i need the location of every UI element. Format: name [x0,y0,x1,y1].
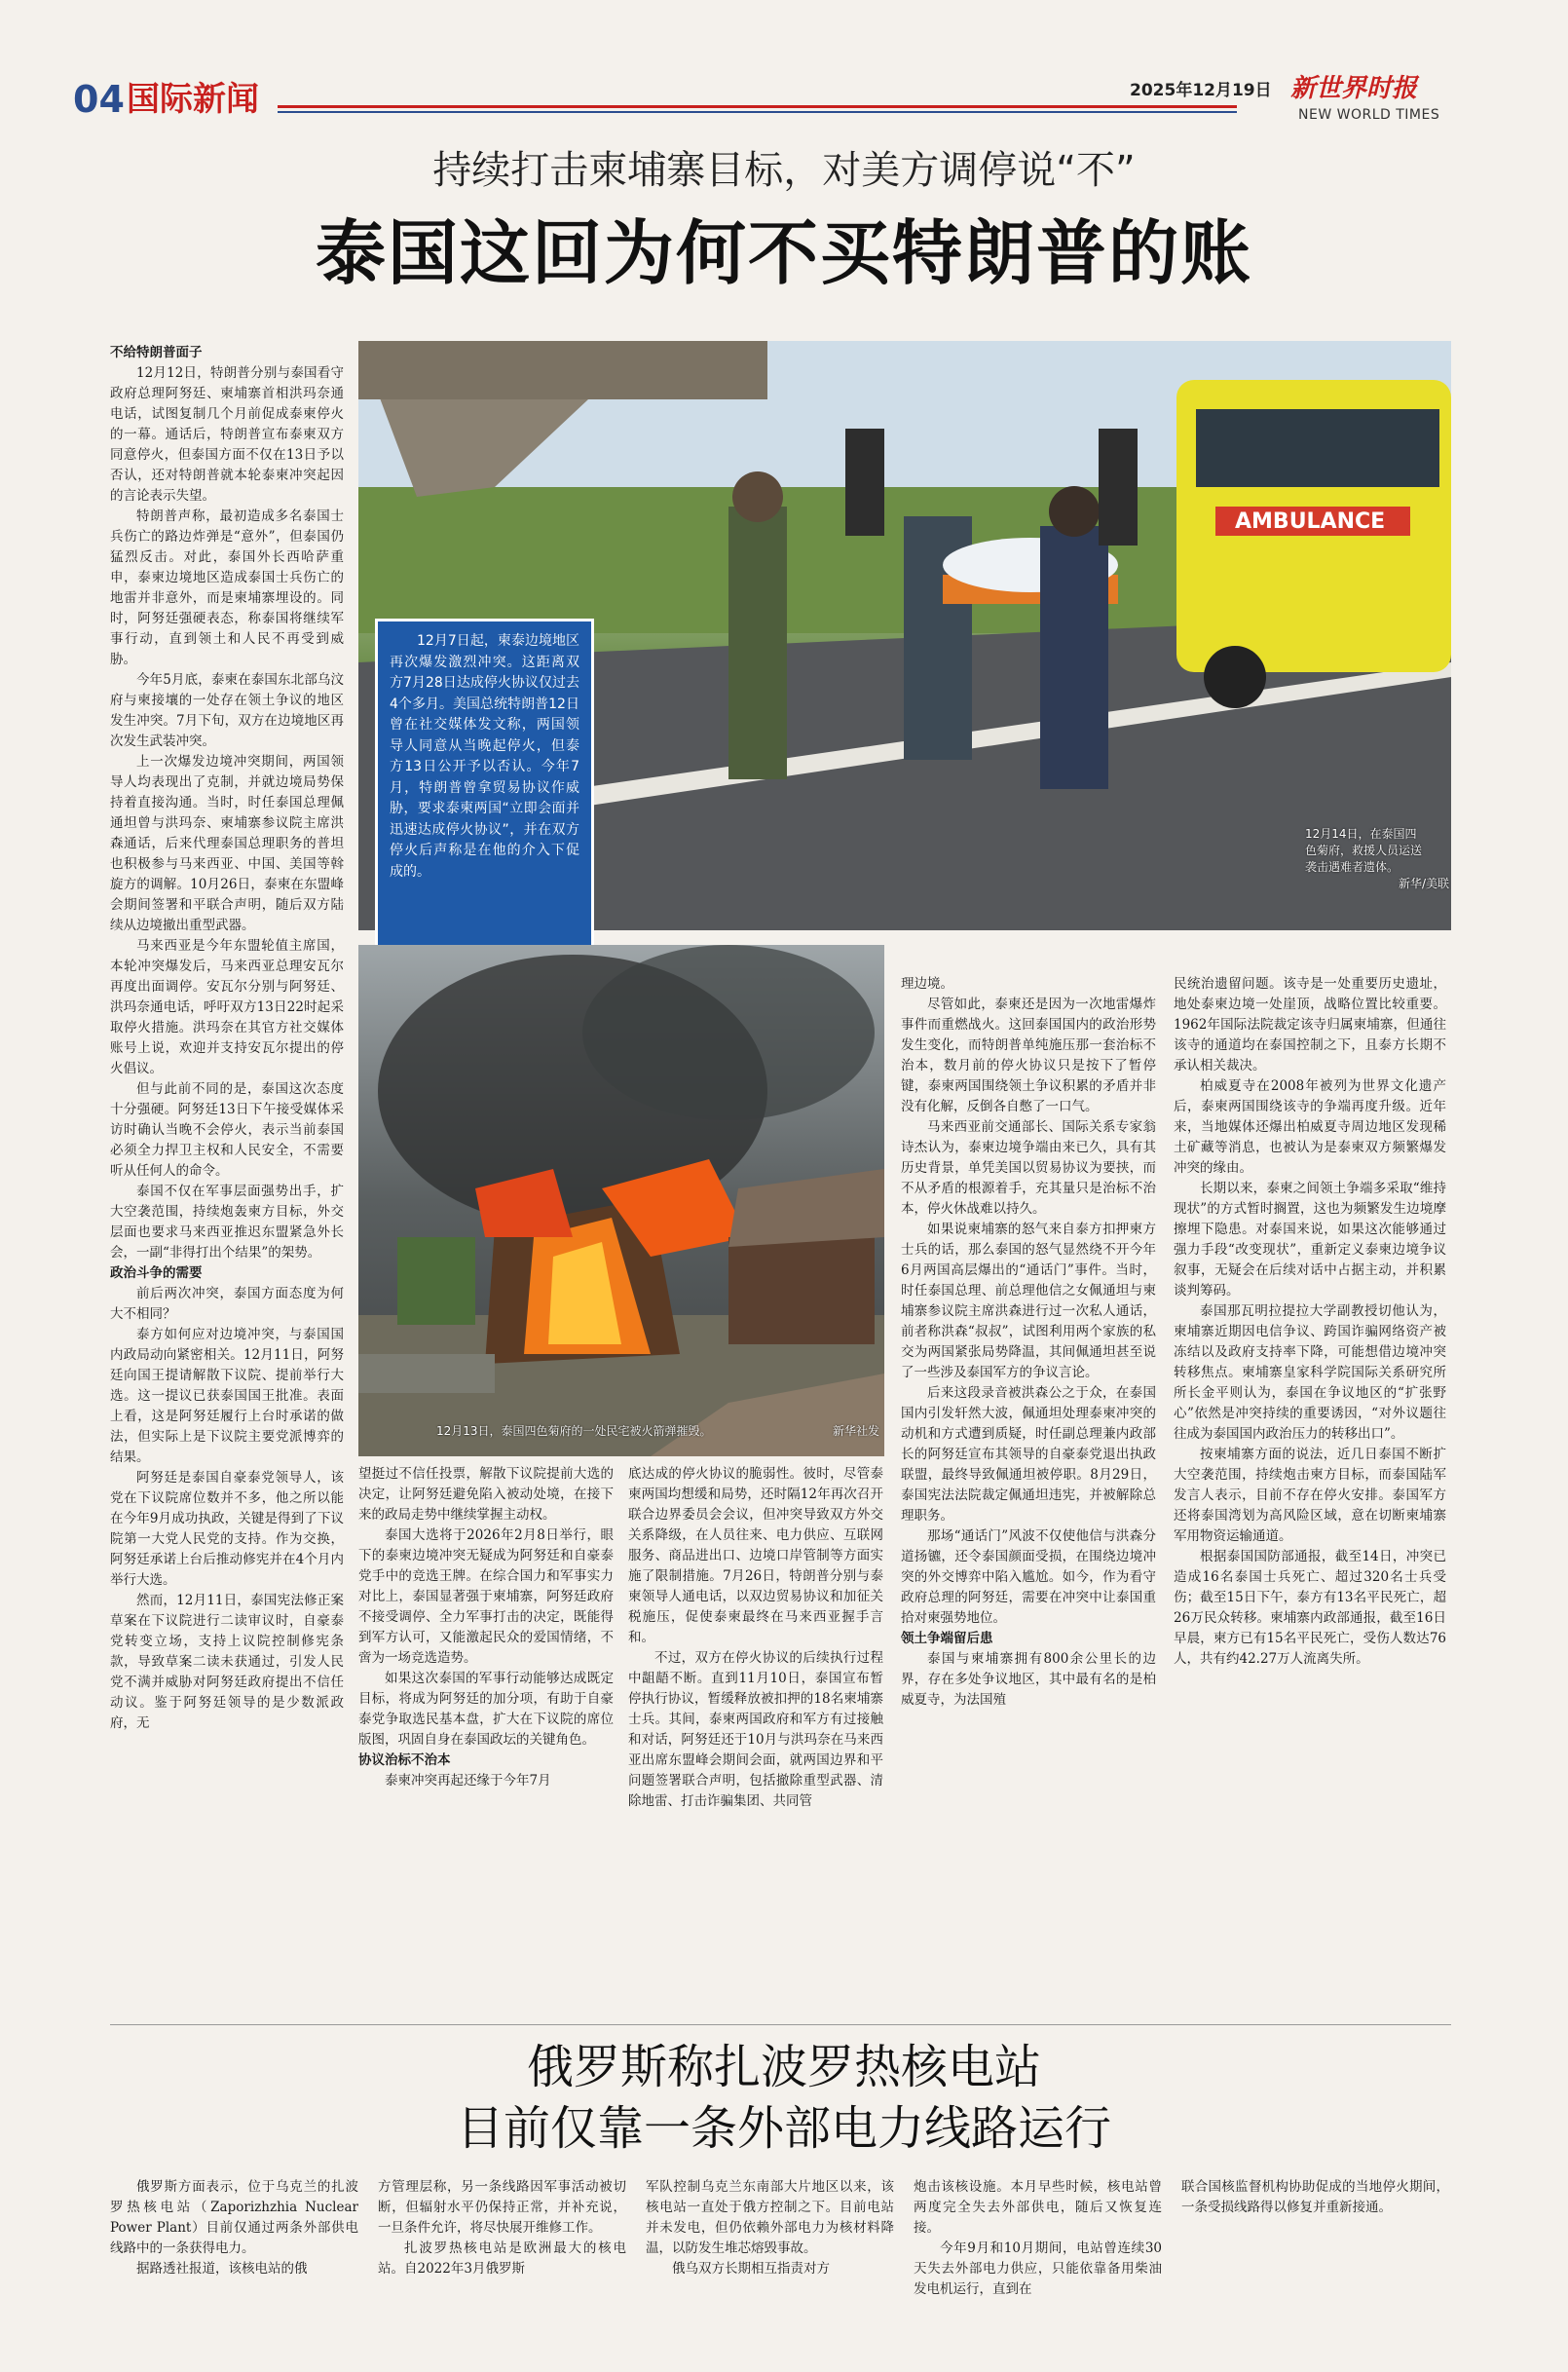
paragraph: 特朗普声称，最初造成多名泰国士兵伤亡的路边炸弹是“意外”，但泰国仍猛烈反击。对此，泰国外长西哈萨重申，泰柬边境地区造成泰国士兵伤亡的地雷并非意外，而是柬埔寨埋设的。同时，阿努廷强硬表态，称泰国将继续军事行动，直到领土和人民不再受到威胁。 [110,508,344,667]
photo2-credit: 新华社发 [832,1424,879,1438]
paragraph: 炮击该核设施。本月早些时候，核电站曾两度完全失去外部供电，随后又恢复连接。 [914,2179,1162,2236]
paragraph: 泰国大选将于2026年2月8日举行，眼下的泰柬边境冲突无疑成为阿努廷和自豪泰党手中的竞选王牌。在综合国力和军事实力对比上，泰国显著强于柬埔寨，阿努廷政府不接受调停、全力军事打击的决定，既能得到军方认可，又能激起民众的爱国情绪，不啻为一场竞选造势。 [358,1527,614,1666]
photo-caption-box [375,619,594,977]
paragraph: 柏威夏寺在2008年被列为世界文化遗产后，泰柬两国围绕该寺的争端再度升级。近年来，当地媒体还爆出柏威夏寺周边地区发现稀土矿藏等消息，也被认为是泰柬双方频繁爆发冲突的缘由。 [1174,1078,1446,1176]
subheading: 政治斗争的需要 [110,1265,203,1281]
article2-headline-line1: 俄罗斯称扎波罗热核电站 [526,2040,1041,2094]
header-rule-blue [278,111,1237,113]
paragraph: 联合国核监督机构协助促成的当地停火期间，一条受损线路得以修复并重新接通。 [1181,2179,1449,2215]
paragraph: 如果这次泰国的军事行动能够达成既定目标，将成为阿努廷的加分项，有助于自豪泰党争取选民基本盘，扩大在下议院的席位版图，巩固自身在泰国政坛的关键角色。 [358,1671,614,1748]
paragraph: 泰国不仅在军事层面强势出手，扩大空袭范围，持续炮轰柬方目标，外交层面也要求马来西亚推迟东盟紧急外长会，一副“非得打出个结果”的架势。 [110,1184,344,1261]
paragraph: 据路透社报道，该核电站的俄 [136,2261,308,2277]
paragraph: 民统治遗留问题。该寺是一处重要历史遗址，地处泰柬边境一处崖顶，战略位置比较重要。1962年国际法院裁定该寺归属柬埔寨，但通往该寺的通道均在泰国控制之下，且泰方长期不承认相关裁决。 [1174,976,1446,1073]
article2-divider [110,2024,1451,2025]
article2-column-1 [110,2177,358,2353]
paragraph: 泰国那瓦明拉提拉大学副教授切他认为，柬埔寨近期因电信争议、跨国诈骗网络资产被冻结以及政府支持率下降，可能想借边境冲突转移焦点。柬埔寨皇家科学院国际关系研究所所长金平则认为，泰国在争议地区的“扩张野心”依然是冲突持续的重要诱因，“对外议题往往成为泰国国内政治压力的转移出口”。 [1174,1303,1446,1442]
issue-date: 2025年12月19日 [1130,81,1272,100]
paragraph: 上一次爆发边境冲突期间，两国领导人均表现出了克制，并就边境局势保持着直接沟通。当时，时任泰国总理佩通坦曾与洪玛奈、柬埔寨参议院主席洪森通话，后来代理泰国总理职务的普坦也积极参与马来西亚、中国、美国等斡旋方的调解。10月26日，泰柬在东盟峰会期间签署和平联合声明，随后双方陆续从边境撤出重型武器。 [110,754,344,933]
paragraph: 方管理层称，另一条线路因军事活动被切断，但辐射水平仍保持正常，并补充说，一旦条件允许，将尽快展开维修工作。 [378,2179,626,2236]
article2-column-2 [378,2177,626,2353]
brand-logo-cn: 新世界时报 [1290,74,1418,103]
paragraph: 俄乌双方长期相互指责对方 [672,2261,830,2277]
paragraph: 泰国与柬埔寨拥有800余公里长的边界，存在多处争议地区，其中最有名的是柏威夏寺，为法国殖 [901,1651,1156,1708]
article1-column-3 [628,1464,883,2010]
paragraph: 俄罗斯方面表示，位于乌克兰的扎波罗热核电站（Zaporizhzhia Nuclear Power Plant）目前仅通过两条外部供电线路中的一条获得电力。 [110,2179,358,2256]
page-number: 04 [73,78,125,121]
article-kicker: 持续打击柬埔寨目标，对美方调停说“不” [432,148,1136,193]
paragraph: 尽管如此，泰柬还是因为一次地雷爆炸事件而重燃战火。这回泰国国内的政治形势发生变化，而特朗普单纯施压那一套治标不治本，数月前的停火协议只是按下了暂停键，泰柬两国围绕领土争议积累的矛盾并非没有化解，反倒各自憋了一口气。 [901,997,1156,1114]
photo2-caption-text: 12月13日，泰国四色菊府的一处民宅被火箭弹摧毁。 [436,1424,712,1438]
paragraph: 前后两次冲突，泰国方面态度为何大不相同？ [110,1286,344,1322]
paragraph: 12月12日，特朗普分别与泰国看守政府总理阿努廷、柬埔寨首相洪玛奈通电话，试图复制几个月前促成泰柬停火的一幕。通话后，特朗普宣布泰柬双方同意停火，但泰国方面不仅在13日予以否认，还对特朗普就本轮泰柬冲突起因的言论表示失望。 [110,365,344,504]
ambulance-label: AMBULANCE [1235,509,1386,534]
article1-column-2 [358,1464,614,2010]
photo1-caption-line: 袭击遇难者遗体。 [1305,860,1400,874]
paragraph: 望挺过不信任投票，解散下议院提前大选的决定，让阿努廷避免陷入被动处境，在接下来的政局走势中继续掌握主动权。 [358,1466,614,1523]
subheading: 不给特朗普面子 [110,345,203,360]
section-title: 国际新闻 [127,80,259,119]
photo2-caption [436,1423,879,1440]
paragraph: 今年9月和10月期间，电站曾连续30天失去外部电力供应，只能依靠备用柴油发电机运行，直到在 [914,2240,1162,2297]
header-rule-red [278,105,1237,108]
paragraph: 那场“通话门”风波不仅使他信与洪森分道扬镳，还令泰国颜面受损，在围绕边境冲突的外交博弈中陷入尴尬。如今，作为看守政府总理的阿努廷，需要在冲突中让泰国重拾对柬强势地位。 [901,1528,1156,1626]
article2-column-5 [1181,2177,1449,2353]
article1-column-5 [1174,974,1446,2010]
paragraph: 马来西亚前交通部长、国际关系专家翁诗杰认为，泰柬边境争端由来已久，具有其历史背景，单凭美国以贸易协议为要挟，而不从矛盾的根源着手，充其量只是治标不治本，停火休战难以持久。 [901,1119,1156,1217]
paragraph: 军队控制乌克兰东南部大片地区以来，该核电站一直处于俄方控制之下。目前电站并未发电，但仍依赖外部电力为核材料降温，以防发生堆芯熔毁事故。 [646,2179,894,2256]
paragraph: 扎波罗热核电站是欧洲最大的核电站。自2022年3月俄罗斯 [378,2240,626,2277]
paragraph: 阿努廷是泰国自豪泰党领导人，该党在下议院席位数并不多，他之所以能在今年9月成功执政，关键是得到了下议院第一大党人民党的支持。作为交换，阿努廷承诺上台后推动修宪并在4个月内举行大选。 [110,1470,344,1588]
paragraph: 如果说柬埔寨的怒气来自泰方扣押柬方士兵的话，那么泰国的怒气显然绕不开今年6月两国高层爆出的“通话门”事件。当时，时任泰国总理、前总理他信之女佩通坦与柬埔寨参议院主席洪森进行过一次私人通话，前者称洪森“叔叔”，试图利用两个家族的私交为两国紧张局势降温，其间佩通坦甚至说了一些涉及泰国军方的争议言论。 [901,1222,1156,1380]
article-headline: 泰国这回为何不买特朗普的账 [315,211,1252,294]
paragraph: 理边境。 [901,976,953,992]
article1-column-1 [110,343,344,2018]
photo-caption-box-text: 12月7日起，柬泰边境地区再次爆发激烈冲突。这距离双方7月28日达成停火协议仅过去4个多月。美国总统特朗普12日曾在社交媒体发文称，两国领导人同意从当晚起停火，但泰方13日公开予以否认。今年7月，特朗普曾拿贸易协议作威胁，要求泰柬两国“立即会面并迅速达成停火协议”，并在双方停火后声称是在他的介入下促成的。 [390,633,579,880]
paragraph: 马来西亚是今年东盟轮值主席国，本轮冲突爆发后，马来西亚总理安瓦尔再度出面调停。安瓦尔分别与阿努廷、洪玛奈通电话，呼吁双方13日22时起采取停火措施。洪玛奈在其官方社交媒体账号上说，欢迎并支持安瓦尔提出的停火倡议。 [110,938,344,1076]
photo-burning-house [358,945,884,1456]
subheading: 领土争端留后患 [901,1631,993,1646]
paragraph: 泰方如何应对边境冲突，与泰国国内政局动向紧密相关。12月11日，阿努廷向国王提请解散下议院、提前举行大选。这一提议已获泰国国王批准。表面上看，这是阿努廷履行上台时承诺的做法，但实际上是下议院主要党派博弈的结果。 [110,1327,344,1465]
article2-column-4 [914,2177,1162,2353]
paragraph: 但与此前不同的是，泰国这次态度十分强硬。阿努廷13日下午接受媒体采访时确认当晚不会停火，表示当前泰国必须全力捍卫主权和人民安全，不需要听从任何人的命令。 [110,1081,344,1179]
paragraph: 不过，双方在停火协议的后续执行过程中龃龉不断。直到11月10日，泰国宣布暂停执行协议，暂缓释放被扣押的18名柬埔寨士兵。其间，泰柬两国政府和军方有过接触和对话，阿努廷还于10月与洪玛奈在马来西亚出席东盟峰会期间会面，就两国边界和平问题签署联合声明，包括撤除重型武器、清除地雷、打击诈骗集团、共同管 [628,1650,883,1809]
page-header [73,74,1456,127]
paragraph: 长期以来，泰柬之间领土争端多采取“维持现状”的方式暂时搁置，这也为频繁发生边境摩擦埋下隐患。对泰国来说，如果这次能够通过强力手段“改变现状”，重新定义泰柬边境争议叙事，无疑会在后续对话中占据主动，并积累谈判筹码。 [1174,1181,1446,1299]
photo1-credit: 新华/美联 [1398,877,1449,890]
paragraph: 泰柬冲突再起还缘于今年7月 [385,1773,551,1788]
paragraph: 后来这段录音被洪森公之于众，在泰国国内引发轩然大波，佩通坦处理泰柬冲突的动机和方式遭到质疑，时任副总理兼内政部长的阿努廷宣布其领导的自豪泰党退出执政联盟，最终导致佩通坦被停职。8月29日，泰国宪法法院裁定佩通坦违宪，并被解除总理职务。 [901,1385,1156,1524]
paragraph: 然而，12月11日，泰国宪法修正案草案在下议院进行二读审议时，自豪泰党转变立场，支持上议院控制修宪条款，导致草案二读未获通过，引发人民党不满并威胁对阿努廷政府提出不信任动议。鉴于阿努廷领导的是少数派政府，无 [110,1593,344,1731]
paragraph: 根据泰国国防部通报，截至14日，冲突已造成16名泰国士兵死亡、超过320名士兵受伤；截至15日下午，泰方有13名平民死亡，超26万民众转移。柬埔寨内政部通报，截至16日早晨，柬方已有15名平民死亡，受伤人数达76人，共有约42.27万人流离失所。 [1174,1549,1446,1667]
photo1-caption-line: 色菊府，救援人员运送 [1305,844,1423,857]
photo1-caption [1305,826,1449,892]
paragraph: 按柬埔寨方面的说法，近几日泰国不断扩大空袭范围，持续炮击柬方目标，而泰国陆军发言人表示，目前不存在停火安排。泰国军方还将泰国湾划为高风险区域，意在切断柬埔寨军用物资运输通道。 [1174,1447,1446,1544]
photo-fire-scene [358,945,884,1456]
article2-column-3 [646,2177,894,2353]
article1-column-4 [901,974,1156,2010]
article2-headline-line2: 目前仅靠一条外部电力线路运行 [456,2101,1111,2156]
paragraph: 底达成的停火协议的脆弱性。彼时，尽管泰柬两国均想缓和局势，还时隔12年再次召开联合边界委员会会议，但冲突导致双方外交关系降级，在人员往来、电力供应、互联网服务、商品进出口、边境口岸管制等方面实施了限制措施。7月26日，特朗普分别与泰柬领导人通电话，以双边贸易协议和加征关税施压，促使泰柬最终在马来西亚握手言和。 [628,1466,883,1645]
paragraph: 今年5月底，泰柬在泰国东北部乌汶府与柬接壤的一处存在领土争议的地区发生冲突。7月下旬，双方在边境地区再次发生武装冲突。 [110,672,344,749]
subheading: 协议治标不治本 [358,1752,451,1768]
brand-logo-en: NEW WORLD TIMES [1298,107,1440,123]
photo1-caption-line: 12月14日，在泰国四 [1305,827,1417,841]
